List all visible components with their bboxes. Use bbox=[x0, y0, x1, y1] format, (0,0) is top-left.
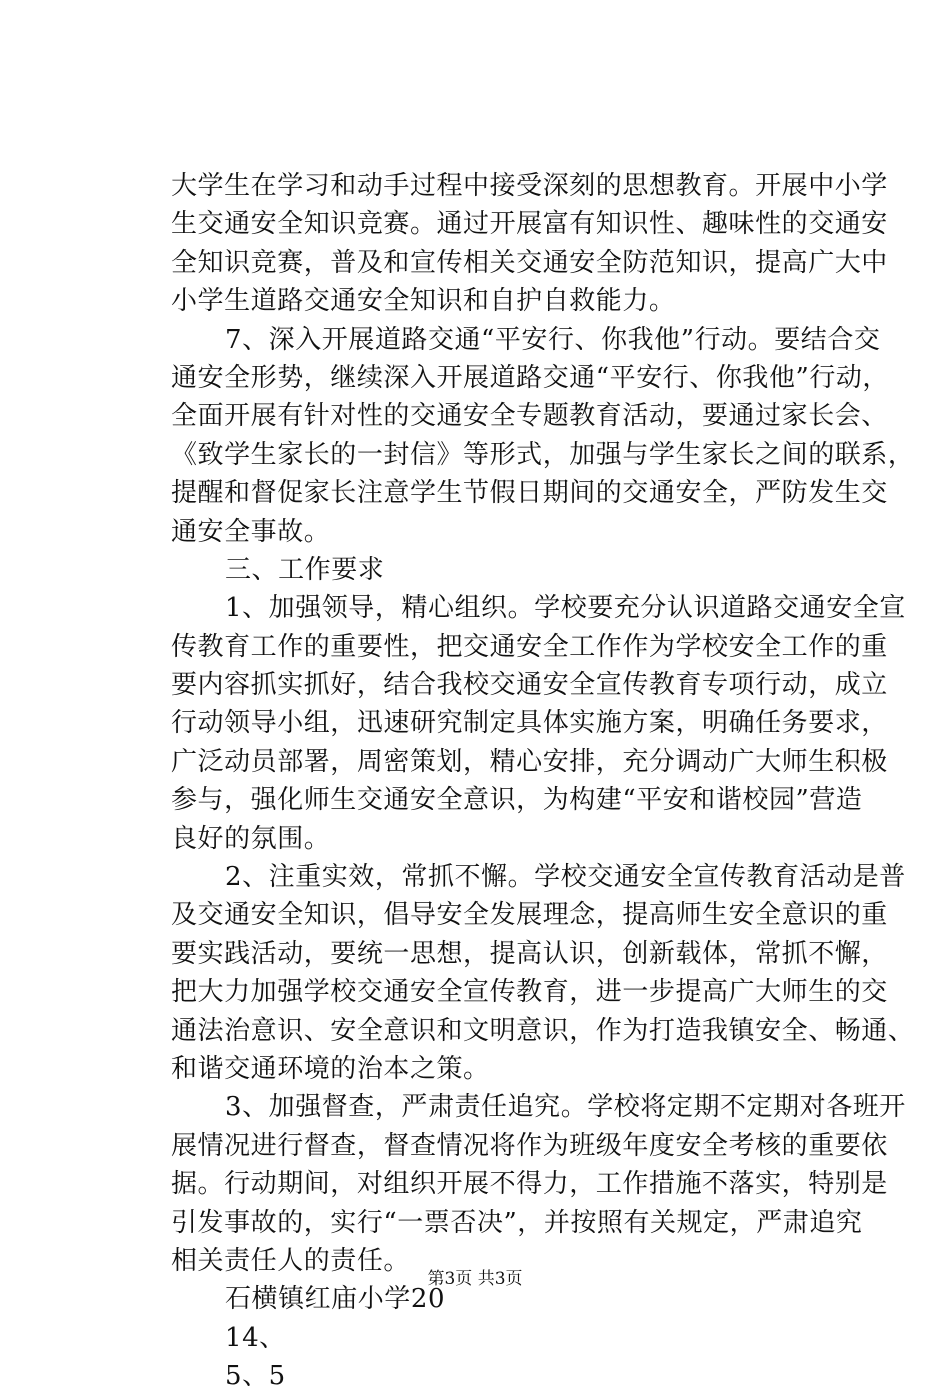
text-line: 通安全形势，继续深入开展道路交通“平安行、你我他”行动， bbox=[171, 362, 889, 393]
text-line: 要内容抓实抓好，结合我校交通安全宣传教育专项行动，成立 bbox=[171, 670, 888, 701]
date-line: 5、5 bbox=[225, 1361, 286, 1392]
text-line: 及交通安全知识，倡导安全发展理念，提高师生安全意识的重 bbox=[171, 900, 888, 931]
text-line: 引发事故的，实行“一票否决”，并按照有关规定，严肃追究 bbox=[171, 1207, 863, 1238]
text-line: 通法治意识、安全意识和文明意识，作为打造我镇安全、畅通、 bbox=[171, 1015, 915, 1046]
text-line: 2、注重实效，常抓不懈。学校交通安全宣传教育活动是普 bbox=[225, 862, 906, 893]
text-line: 良好的氛围。 bbox=[171, 823, 331, 854]
text-line: 提醒和督促家长注意学生节假日期间的交通安全，严防发生交 bbox=[171, 478, 888, 509]
text-line: 和谐交通环境的治本之策。 bbox=[171, 1053, 490, 1084]
text-line: 3、加强督查，严肃责任追究。学校将定期不定期对各班开 bbox=[225, 1092, 906, 1123]
text-line: 1、加强领导，精心组织。学校要充分认识道路交通安全宣 bbox=[225, 593, 906, 624]
text-line: 全知识竞赛，普及和宣传相关交通安全防范知识，提高广大中 bbox=[171, 247, 888, 278]
text-line: 广泛动员部署，周密策划，精心安排，充分调动广大师生积极 bbox=[171, 746, 888, 777]
page-footer: 第3页 共3页 bbox=[427, 1269, 523, 1289]
text-line: 通安全事故。 bbox=[171, 516, 331, 547]
signature-line: 石横镇红庙小学20 bbox=[225, 1284, 446, 1315]
text-line: 大学生在学习和动手过程中接受深刻的思想教育。开展中小学 bbox=[171, 171, 888, 201]
text-line: 参与，强化师生交通安全意识，为构建“平安和谐校园”营造 bbox=[171, 785, 863, 816]
date-line: 14、 bbox=[225, 1322, 286, 1353]
text-line: 相关责任人的责任。 bbox=[171, 1245, 410, 1276]
text-line: 传教育工作的重要性，把交通安全工作作为学校安全工作的重 bbox=[171, 631, 888, 662]
text-line: 把大力加强学校交通安全宣传教育，进一步提高广大师生的交 bbox=[171, 977, 888, 1008]
text-line: 全面开展有针对性的交通安全专题教育活动，要通过家长会、 bbox=[171, 401, 888, 432]
section-heading: 三、工作要求 bbox=[225, 554, 385, 585]
text-line: 行动领导小组，迅速研究制定具体实施方案，明确任务要求， bbox=[171, 708, 888, 739]
text-line: 据。行动期间，对组织开展不得力，工作措施不落实，特别是 bbox=[171, 1169, 888, 1200]
text-line: 展情况进行督查，督查情况将作为班级年度安全考核的重要依 bbox=[171, 1130, 888, 1161]
text-line: 《致学生家长的一封信》等形式，加强与学生家长之间的联系， bbox=[171, 439, 915, 470]
text-line: 7、深入开展道路交通“平安行、你我他”行动。要结合交 bbox=[225, 324, 881, 355]
text-line: 小学生道路交通安全知识和自护自救能力。 bbox=[171, 286, 676, 317]
document-body bbox=[171, 167, 915, 1396]
text-line: 生交通安全知识竞赛。通过开展富有知识性、趣味性的交通安 bbox=[171, 209, 888, 240]
text-line: 要实践活动，要统一思想，提高认识，创新载体，常抓不懈， bbox=[171, 938, 888, 969]
